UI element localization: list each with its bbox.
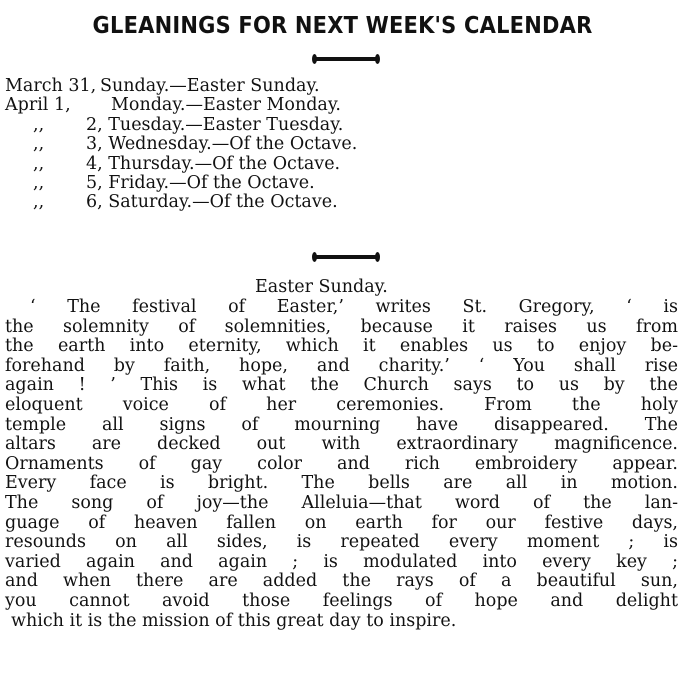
- calendar-date: March 31,: [5, 76, 97, 96]
- body-line: you cannot avoid those feelings of hope and delight: [5, 590, 678, 611]
- body-line: guage of heaven fallen on earth for our festive days,: [5, 512, 678, 533]
- body-line: and when there are added the rays of a beautiful sun,: [5, 571, 678, 592]
- calendar-description: 5, Friday.—Of the Octave.: [86, 172, 315, 193]
- calendar-entry: [0, 193, 685, 212]
- body-line: the solemnity of solemnities, because it raises us from: [5, 316, 678, 337]
- body-line: resounds on all sides, is repeated every moment ; is: [5, 532, 678, 553]
- calendar-description: Sunday.—Easter Sunday.: [100, 76, 320, 96]
- calendar-entry: [0, 155, 685, 174]
- ditto-mark: ,,: [33, 192, 45, 213]
- body-line: Ornaments of gay color and rich embroidery appear.: [5, 453, 678, 474]
- body-line: altars are decked out with extraordinary magnificence.: [5, 434, 678, 455]
- calendar-entry: [0, 116, 685, 135]
- calendar-list: [0, 77, 685, 213]
- calendar-description: 3, Wednesday.—Of the Octave.: [86, 134, 358, 155]
- ditto-mark: ,,: [33, 114, 45, 135]
- calendar-description: Monday.—Easter Monday.: [111, 95, 341, 116]
- ditto-mark: ,,: [33, 134, 45, 155]
- page-title: GLEANINGS FOR NEXT WEEK'S CALENDAR: [92, 12, 593, 39]
- section-heading: Easter Sunday.: [255, 277, 388, 297]
- calendar-description: 4, Thursday.—Of the Octave.: [86, 153, 341, 174]
- body-line: ‘ The festival of Easter,’ writes St. Gregory, ‘ is: [30, 297, 678, 317]
- calendar-entry: [0, 96, 685, 115]
- body-line: varied again and again ; is modulated into every key ;: [5, 551, 678, 572]
- ditto-mark: ,,: [33, 172, 45, 193]
- ditto-mark: ,,: [33, 153, 45, 174]
- calendar-entry: [0, 77, 685, 96]
- calendar-description: 6, Saturday.—Of the Octave.: [86, 192, 338, 213]
- calendar-entry: [0, 174, 685, 193]
- body-line: eloquent voice of her ceremonies. From the holy: [5, 394, 678, 415]
- divider-ornament-top: [315, 57, 377, 61]
- body-line: again ! ’ This is what the Church says to us by the: [5, 375, 678, 396]
- body-line: which it is the mission of this great day to inspire.: [11, 610, 457, 631]
- body-line: the earth into eternity, which it enables us to enjoy be-: [5, 336, 678, 357]
- calendar-description: 2, Tuesday.—Easter Tuesday.: [86, 114, 344, 135]
- body-line: Every face is bright. The bells are all in motion.: [5, 473, 678, 494]
- calendar-date: April 1,: [5, 95, 71, 116]
- body-line: temple all signs of mourning have disappeared. The: [5, 414, 678, 435]
- body-line: The song of joy—the Alleluia—that word of the lan-: [5, 492, 678, 513]
- divider-ornament-middle: [315, 255, 377, 259]
- calendar-entry: [0, 135, 685, 154]
- article-body: [5, 298, 678, 631]
- body-line: forehand by faith, hope, and charity.’ ‘ You shall rise: [5, 355, 678, 376]
